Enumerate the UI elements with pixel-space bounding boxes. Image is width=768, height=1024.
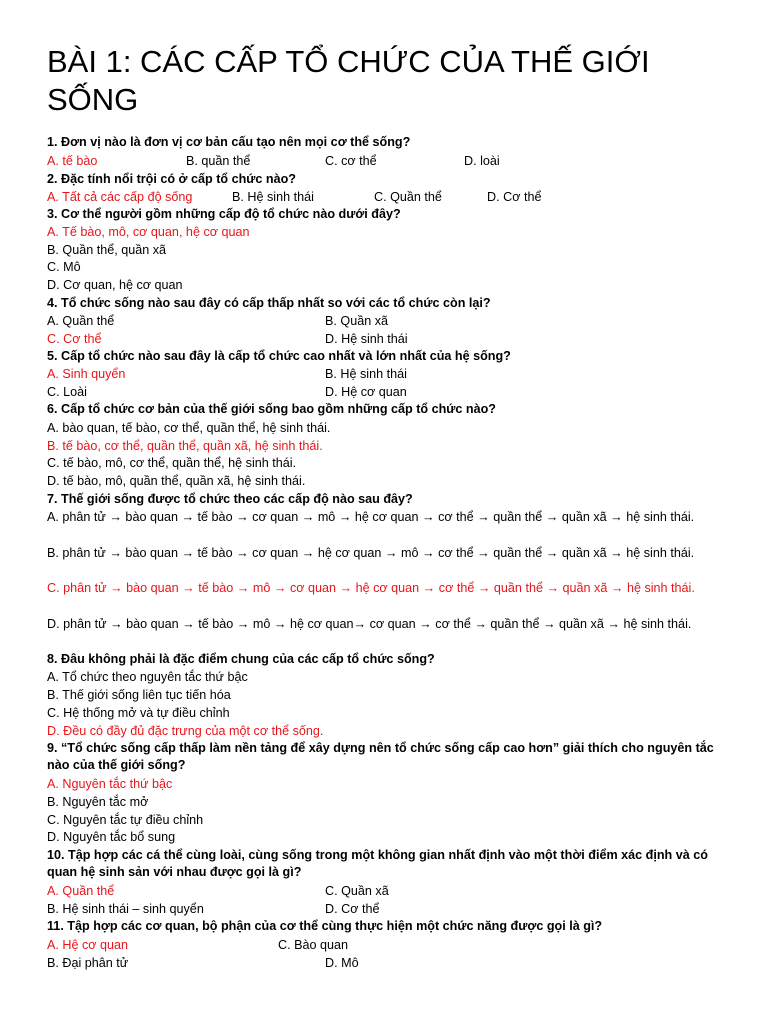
option-d: D. Đều có đầy đủ đặc trưng của một cơ thể sống. bbox=[47, 724, 324, 738]
option-a: A. phân tử → bào quan → tế bào → cơ quan → mô → hệ cơ quan → cơ thể → quần thể → quần xã → hệ sinh thái. bbox=[47, 510, 695, 524]
option-a: A. Tất cả các cấp độ sống bbox=[47, 190, 193, 204]
option-d: D. phân tử → bào quan → tế bào → mô → hệ cơ quan→ cơ quan → cơ thể → quần thể → quần xã → hệ sinh thái. bbox=[47, 617, 692, 631]
option-d: D. Nguyên tắc bổ sung bbox=[47, 830, 176, 844]
option-b: B. Quần thể, quần xã bbox=[47, 243, 167, 257]
option-d: D. Cơ thể bbox=[487, 190, 542, 204]
option-b: B. Thế giới sống liên tục tiến hóa bbox=[47, 688, 231, 702]
option-c: C. Quần thể bbox=[374, 190, 442, 204]
option-b: B. Quần xã bbox=[325, 314, 389, 328]
option-d: D. Hệ sinh thái bbox=[325, 332, 408, 346]
option-d: D. Cơ thể bbox=[325, 902, 380, 916]
option-b: B. Đại phân tử bbox=[47, 956, 129, 970]
question-2: 2. Đặc tính nổi trội có ở cấp tổ chức nào? bbox=[47, 172, 296, 186]
option-c: C. Bào quan bbox=[278, 938, 349, 952]
option-d: D. Cơ quan, hệ cơ quan bbox=[47, 278, 183, 292]
question-4: 4. Tổ chức sống nào sau đây có cấp thấp nhất so với các tổ chức còn lại? bbox=[47, 296, 491, 310]
option-b: B. phân tử → bào quan → tế bào → cơ quan → hệ cơ quan → mô → cơ thể → quần thể → quần xã → hệ sinh thái. bbox=[47, 546, 695, 560]
option-a: A. Tổ chức theo nguyên tắc thứ bậc bbox=[47, 670, 248, 684]
question-8: 8. Đâu không phải là đặc điểm chung của các cấp tổ chức sống? bbox=[47, 652, 435, 666]
question-10: 10. Tập hợp các cá thể cùng loài, cùng sống trong một không gian nhất định vào một thời điểm xác định và có quan hệ sinh sản với nhau được gọi là gì? bbox=[47, 848, 708, 879]
option-c: C. phân tử → bào quan → tế bào → mô → cơ quan → hệ cơ quan → cơ thể → quần thể → quần xã → hệ sinh thái. bbox=[47, 581, 695, 595]
option-c: C. Mô bbox=[47, 260, 81, 274]
question-11: 11. Tập hợp các cơ quan, bộ phận của cơ thể cùng thực hiện một chức năng được gọi là gì? bbox=[47, 919, 603, 933]
option-b: B. tế bào, cơ thể, quần thể, quần xã, hệ sinh thái. bbox=[47, 439, 323, 453]
option-c: C. cơ thể bbox=[325, 154, 377, 168]
option-b: B. Hệ sinh thái bbox=[325, 367, 407, 381]
option-b: B. Nguyên tắc mở bbox=[47, 795, 149, 809]
option-b: B. Hệ sinh thái – sinh quyển bbox=[47, 902, 204, 916]
option-a: A. Quần thể bbox=[47, 884, 115, 898]
question-7: 7. Thế giới sống được tổ chức theo các cấp độ nào sau đây? bbox=[47, 492, 413, 506]
option-c: C. Cơ thể bbox=[47, 332, 102, 346]
question-1: 1. Đơn vị nào là đơn vị cơ bản cấu tạo nên mọi cơ thể sống? bbox=[47, 135, 411, 149]
option-a: A. Nguyên tắc thứ bậc bbox=[47, 777, 173, 791]
option-d: D. Hệ cơ quan bbox=[325, 385, 407, 399]
option-c: C. tế bào, mô, cơ thể, quần thể, hệ sinh thái. bbox=[47, 456, 297, 470]
option-c: C. Hệ thống mở và tự điều chỉnh bbox=[47, 706, 230, 720]
option-a: A. bào quan, tế bào, cơ thể, quần thể, hệ sinh thái. bbox=[47, 421, 331, 435]
option-c: C. Quần xã bbox=[325, 884, 389, 898]
option-b: B. quần thể bbox=[186, 154, 251, 168]
option-a: A. Hệ cơ quan bbox=[47, 938, 129, 952]
option-a: A. tế bào bbox=[47, 154, 98, 168]
option-a: A. Sinh quyển bbox=[47, 367, 126, 381]
option-c: C. Nguyên tắc tự điều chỉnh bbox=[47, 813, 204, 827]
question-6: 6. Cấp tổ chức cơ bản của thế giới sống bao gồm những cấp tổ chức nào? bbox=[47, 402, 497, 416]
question-5: 5. Cấp tổ chức nào sau đây là cấp tổ chức cao nhất và lớn nhất của hệ sống? bbox=[47, 349, 511, 363]
option-b: B. Hệ sinh thái bbox=[232, 190, 314, 204]
question-3: 3. Cơ thể người gồm những cấp độ tổ chức nào dưới đây? bbox=[47, 207, 401, 221]
question-9: 9. “Tổ chức sống cấp thấp làm nền tảng để xây dựng nên tổ chức sống cấp cao hơn” giải thích cho nguyên tắc nào của thế giới sống? bbox=[47, 741, 714, 772]
option-a: A. Tế bào, mô, cơ quan, hệ cơ quan bbox=[47, 225, 250, 239]
option-d: D. loài bbox=[464, 154, 500, 168]
option-d: D. Mô bbox=[325, 956, 359, 970]
option-d: D. tế bào, mô, quần thể, quần xã, hệ sinh thái. bbox=[47, 474, 306, 488]
page-title: BÀI 1: CÁC CẤP TỔ CHỨC CỦA THẾ GIỚI SỐNG bbox=[47, 44, 650, 117]
option-a: A. Quần thể bbox=[47, 314, 115, 328]
option-c: C. Loài bbox=[47, 385, 87, 399]
